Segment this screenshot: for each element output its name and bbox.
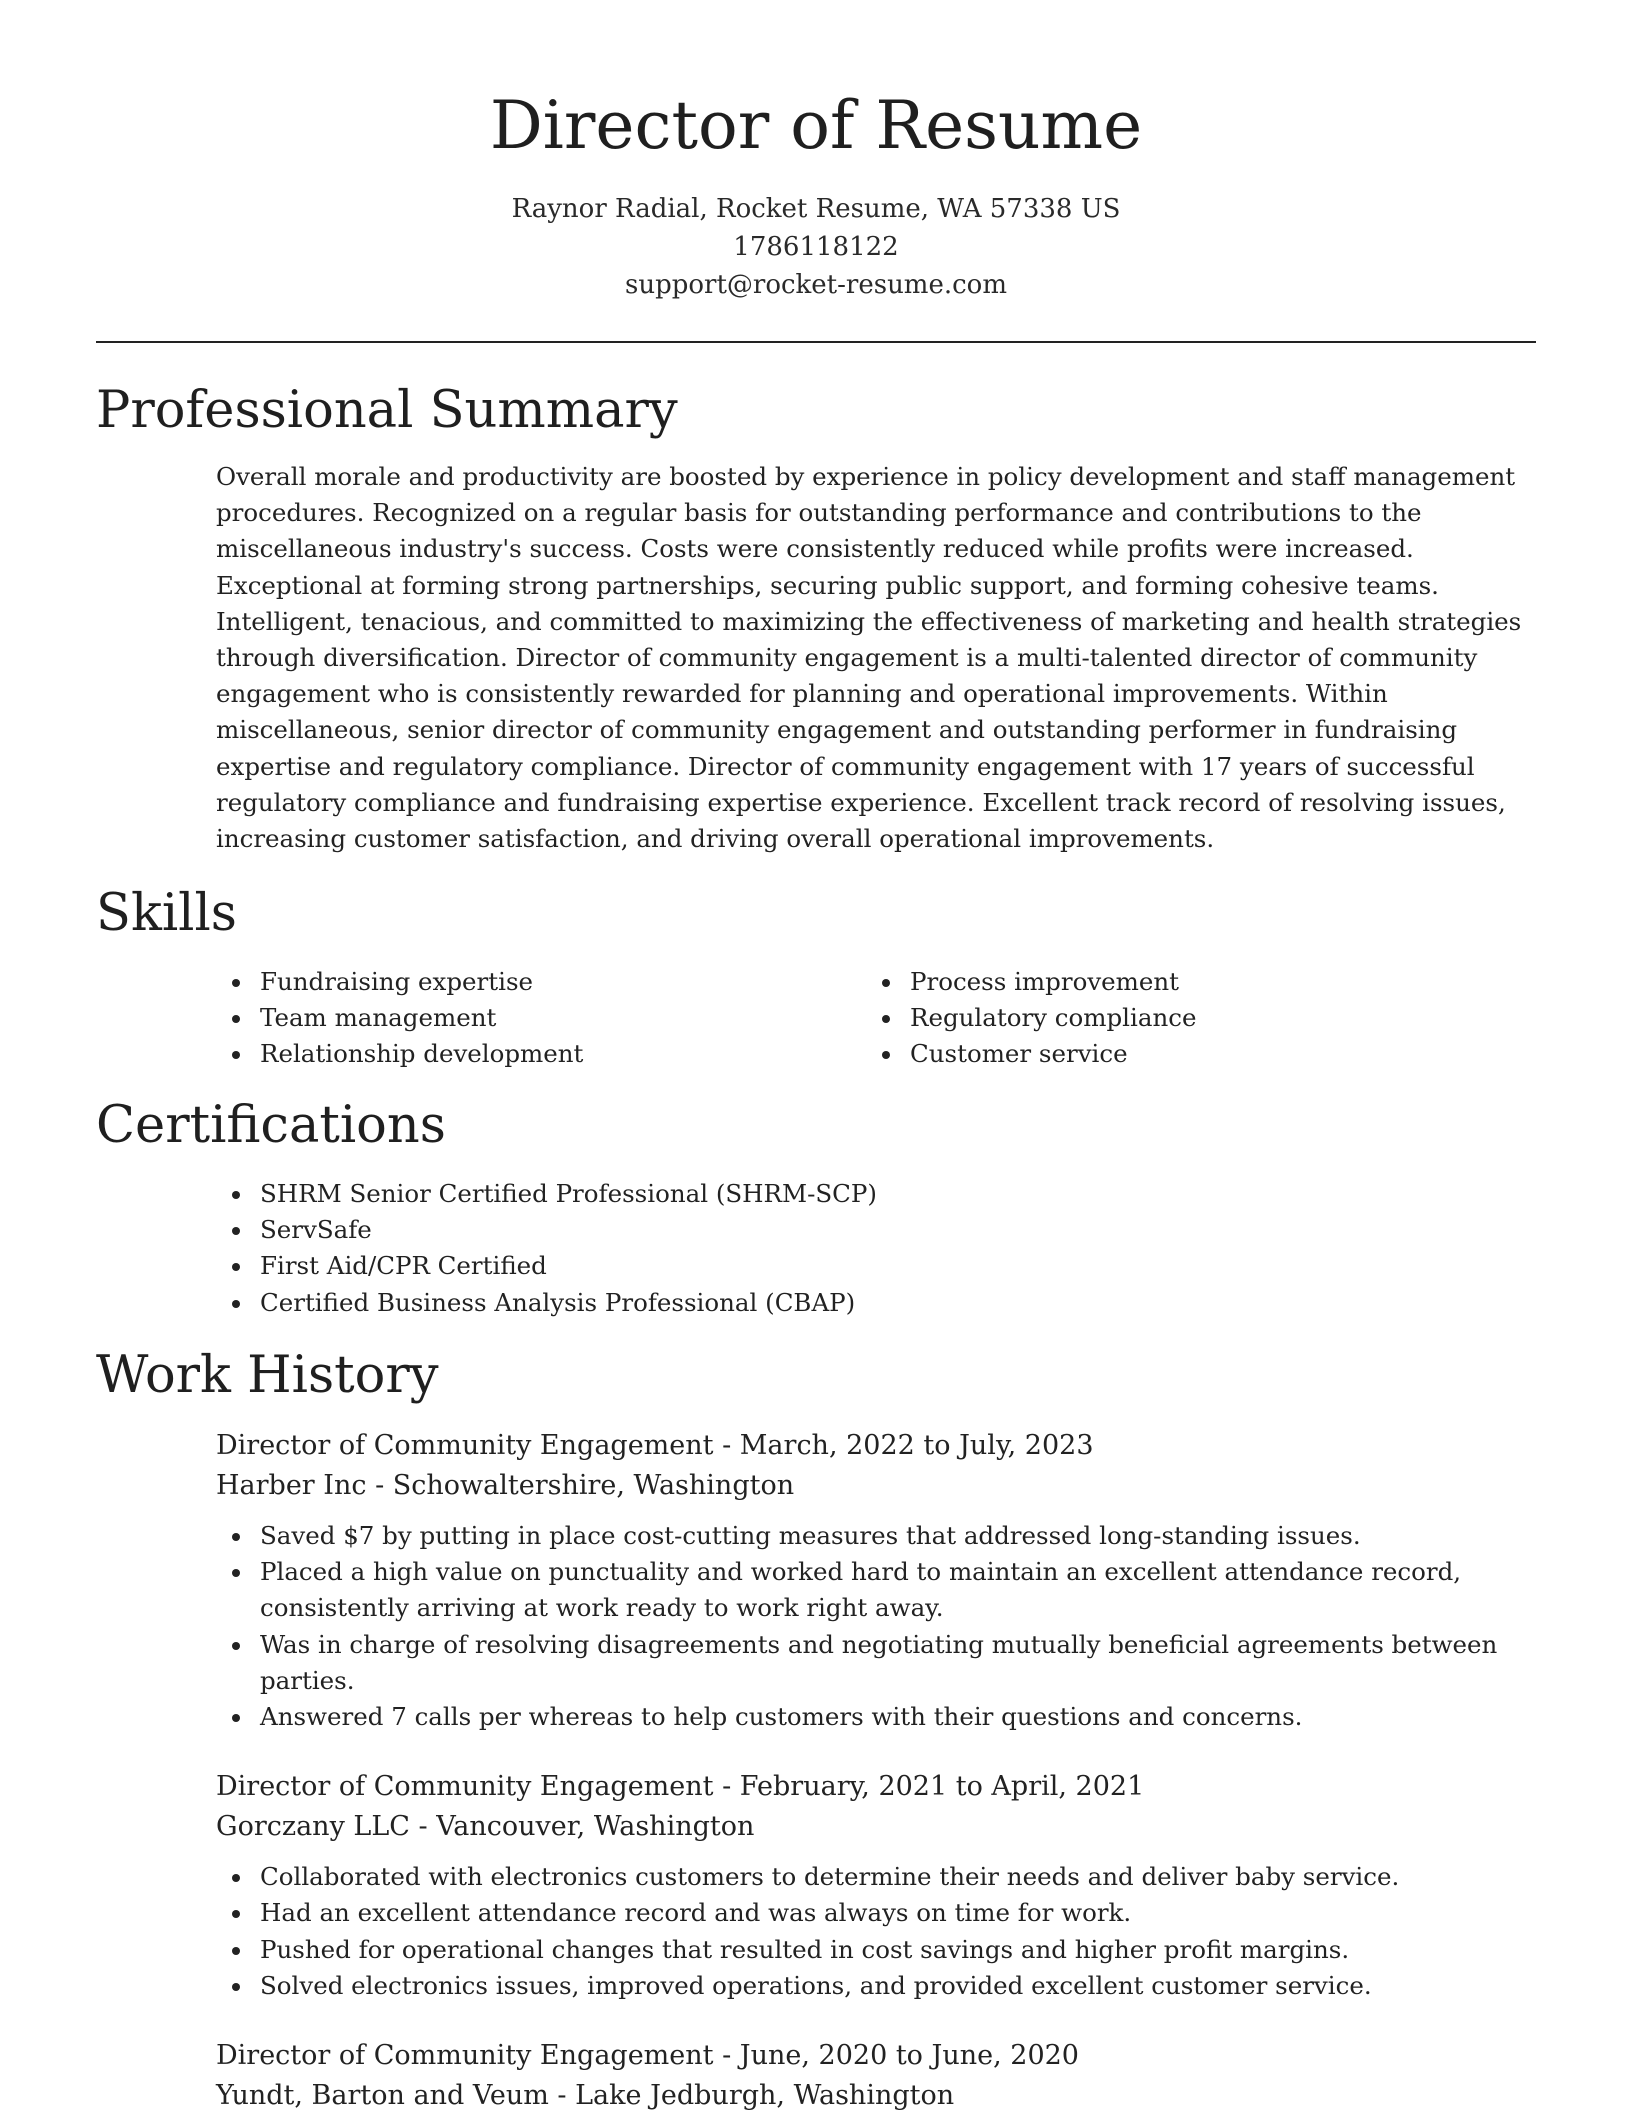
certification-item: SHRM Senior Certified Professional (SHRM-SCP) bbox=[216, 1176, 1536, 1212]
job-duty: Saved $7 by putting in place cost-cutting measures that addressed long-standing issues. bbox=[216, 1518, 1536, 1554]
job-duty: Had an excellent attendance record and was always on time for work. bbox=[216, 1895, 1536, 1931]
contact-email: support@rocket-resume.com bbox=[624, 270, 1007, 300]
header-divider bbox=[96, 341, 1536, 343]
job-duty: Placed a high value on punctuality and worked hard to maintain an excellent attendance record, consistently arriving at work ready to work right away. bbox=[216, 1554, 1536, 1626]
summary-section bbox=[216, 459, 1536, 857]
job-role: Director of Community Engagement bbox=[216, 2040, 714, 2072]
skills-heading: Skills bbox=[96, 884, 237, 943]
certifications-heading: Certifications bbox=[96, 1096, 446, 1155]
company-location: - Schowaltershire, Washington bbox=[366, 1470, 795, 1501]
skills-section bbox=[216, 964, 1536, 1073]
certifications-section bbox=[216, 1176, 1536, 1321]
skill-item: Customer service bbox=[866, 1036, 1516, 1072]
company-name: Harber Inc bbox=[216, 1470, 367, 1501]
skill-item: Fundraising expertise bbox=[216, 964, 866, 1000]
work-history-heading: Work History bbox=[96, 1346, 439, 1405]
certification-item: First Aid/CPR Certified bbox=[216, 1248, 1536, 1284]
job-duty: Solved electronics issues, improved operations, and provided excellent customer service. bbox=[216, 1968, 1536, 2004]
contact-phone: 1786118122 bbox=[733, 232, 899, 262]
summary-heading: Professional Summary bbox=[96, 381, 678, 440]
work-history-section bbox=[216, 1426, 1536, 2112]
skills-list-right bbox=[866, 964, 1516, 1073]
job-dates: - February, 2021 to April, 2021 bbox=[713, 1771, 1145, 1803]
job-role: Director of Community Engagement bbox=[216, 1771, 714, 1803]
job-entry bbox=[216, 1426, 1536, 1735]
job-title bbox=[216, 2036, 1536, 2076]
job-entry bbox=[216, 1767, 1536, 2004]
certification-item: Certified Business Analysis Professional (CBAP) bbox=[216, 1285, 1536, 1321]
certification-item: ServSafe bbox=[216, 1212, 1536, 1248]
job-duty: Was in charge of resolving disagreements and negotiating mutually beneficial agreements between parties. bbox=[216, 1627, 1536, 1699]
job-duty: Collaborated with electronics customers to determine their needs and deliver baby service. bbox=[216, 1859, 1536, 1895]
job-title bbox=[216, 1426, 1536, 1466]
resume-header bbox=[0, 0, 1632, 304]
job-company bbox=[216, 1466, 1536, 1506]
skill-item: Team management bbox=[216, 1000, 866, 1036]
job-dates: - June, 2020 to June, 2020 bbox=[713, 2040, 1079, 2072]
contact-address: Raynor Radial, Rocket Resume, WA 57338 US bbox=[511, 194, 1121, 224]
job-entry bbox=[216, 2036, 1536, 2112]
job-duty: Answered 7 calls per whereas to help customers with their questions and concerns. bbox=[216, 1699, 1536, 1735]
job-title bbox=[216, 1767, 1536, 1807]
summary-text: Overall morale and productivity are boosted by experience in policy development and staff management procedures. Recognized on a regular basis for outstanding performance and contributions to the miscellaneous industry's success. Costs were consistently reduced while profits were increased. Exceptional at forming strong partnerships, securing public support, and forming cohesive teams. Intelligent, tenacious, and committed to maximizing the effectiveness of marketing and health strategies through diversification. Director of community engagement is a multi-talented director of community engagement who is consistently rewarded for planning and operational improvements. Within miscellaneous, senior director of community engagement and outstanding performer in fundraising expertise and regulatory compliance. Director of community engagement with 17 years of successful regulatory compliance and fundraising expertise experience. Excellent track record of resolving issues, increasing customer satisfaction, and driving overall operational improvements. bbox=[216, 462, 1522, 854]
skill-item: Process improvement bbox=[866, 964, 1516, 1000]
job-duties-list bbox=[216, 1859, 1536, 2004]
job-duties-list bbox=[216, 1518, 1536, 1735]
job-duty: Pushed for operational changes that resulted in cost savings and higher profit margins. bbox=[216, 1932, 1536, 1968]
skills-list-left bbox=[216, 964, 866, 1073]
contact-info bbox=[0, 190, 1632, 304]
company-name: Yundt, Barton and Veum bbox=[216, 2080, 549, 2112]
job-dates: - March, 2022 to July, 2023 bbox=[713, 1430, 1094, 1461]
company-location: - Vancouver, Washington bbox=[409, 1811, 755, 1843]
company-name: Gorczany LLC bbox=[216, 1811, 410, 1843]
certifications-list bbox=[216, 1176, 1536, 1321]
skill-item: Regulatory compliance bbox=[866, 1000, 1516, 1036]
job-company bbox=[216, 1807, 1536, 1847]
skill-item: Relationship development bbox=[216, 1036, 866, 1072]
candidate-name: Director of Resume bbox=[489, 87, 1143, 164]
job-role: Director of Community Engagement bbox=[216, 1430, 714, 1461]
job-company bbox=[216, 2076, 1536, 2112]
company-location: - Lake Jedburgh, Washington bbox=[548, 2080, 955, 2112]
